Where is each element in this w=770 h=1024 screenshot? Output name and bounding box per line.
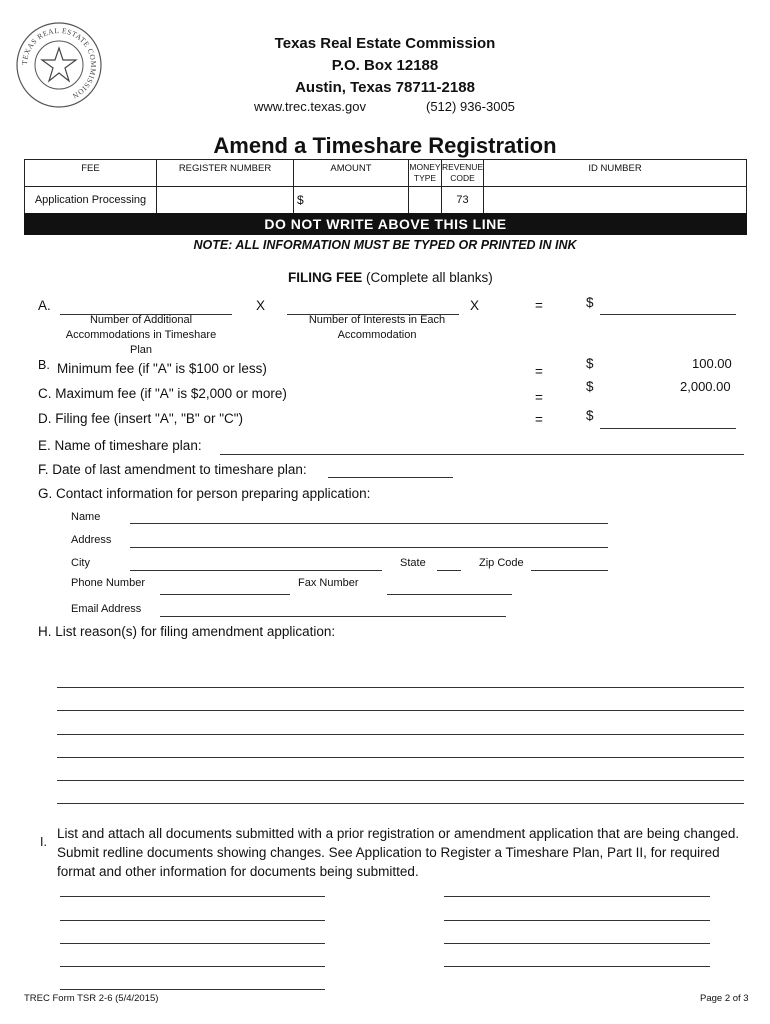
form-number-footer: TREC Form TSR 2-6 (5/4/2015) bbox=[24, 993, 159, 1004]
reason-line-5[interactable] bbox=[57, 780, 744, 781]
contact-email-field[interactable] bbox=[160, 616, 506, 617]
contact-email-label: Email Address bbox=[71, 603, 142, 615]
row-c-dollar: $ bbox=[586, 379, 594, 394]
form-title: Amend a Timeshare Registration bbox=[213, 133, 557, 158]
amendment-reasons-label: H. List reason(s) for filing amendment application: bbox=[38, 624, 336, 639]
reason-line-4[interactable] bbox=[57, 757, 744, 758]
minimum-fee-label: Minimum fee (if "A" is $100 or less) bbox=[57, 361, 267, 376]
amount-header: AMOUNT bbox=[294, 160, 409, 187]
contact-fax-label: Fax Number bbox=[298, 577, 359, 589]
contact-phone-label: Phone Number bbox=[71, 577, 145, 589]
contact-info-label: G. Contact information for person preparing application: bbox=[38, 486, 371, 501]
contact-name-label: Name bbox=[71, 511, 101, 523]
timeshare-plan-name-label: E. Name of timeshare plan: bbox=[38, 438, 202, 453]
document-line-left-4[interactable] bbox=[60, 966, 325, 967]
row-b-dollar: $ bbox=[586, 356, 594, 371]
fee-name-cell: Application Processing bbox=[25, 187, 157, 214]
revenue-code-cell: 73 bbox=[442, 187, 484, 214]
contact-zip-label: Zip Code bbox=[479, 557, 524, 569]
org-name: Texas Real Estate Commission bbox=[274, 35, 496, 52]
timeshare-plan-name-field[interactable] bbox=[220, 454, 744, 455]
row-a-letter: A. bbox=[38, 298, 51, 313]
row-c-equals: = bbox=[535, 390, 543, 405]
contact-city-label: City bbox=[71, 557, 90, 569]
contact-name-field[interactable] bbox=[130, 523, 608, 524]
fee-header: FEE bbox=[25, 160, 157, 187]
filing-fee-heading: FILING FEE (Complete all blanks) bbox=[288, 270, 493, 285]
document-line-left-2[interactable] bbox=[60, 920, 325, 921]
filing-fee-total-field[interactable] bbox=[600, 428, 736, 429]
document-line-left-1[interactable] bbox=[60, 896, 325, 897]
contact-address-label: Address bbox=[71, 534, 112, 546]
attach-documents-instructions: List and attach all documents submitted with a prior registration or amendment application that are being changed. Submit redline documents showing changes. See Application to Register a Timeshare Plan, Part II, for required format and other information for documents being submitted. bbox=[57, 826, 740, 879]
reason-line-1[interactable] bbox=[57, 687, 744, 688]
maximum-fee-value: 2,000.00 bbox=[680, 379, 731, 394]
website: www.trec.texas.gov bbox=[254, 99, 366, 114]
last-amendment-date-field[interactable] bbox=[328, 477, 453, 478]
last-amendment-date-label: F. Date of last amendment to timeshare plan: bbox=[38, 462, 307, 477]
reason-line-6[interactable] bbox=[57, 803, 744, 804]
document-line-right-2[interactable] bbox=[444, 920, 710, 921]
row-i-letter: I. bbox=[40, 835, 47, 849]
document-line-left-3[interactable] bbox=[60, 943, 325, 944]
row-d-dollar: $ bbox=[586, 408, 594, 423]
money-type-header: MONEY TYPE bbox=[409, 160, 442, 187]
contact-city-field[interactable] bbox=[130, 570, 382, 571]
ink-note: NOTE: ALL INFORMATION MUST BE TYPED OR PRINTED IN INK bbox=[193, 238, 577, 252]
contact-address-field[interactable] bbox=[130, 547, 608, 548]
document-line-right-3[interactable] bbox=[444, 943, 710, 944]
row-b-letter: B. bbox=[38, 358, 50, 372]
row-b-equals: = bbox=[535, 364, 543, 379]
interests-per-accommodation-caption: Number of Interests in Each Accommodation bbox=[308, 314, 446, 341]
multiply-sign-2: X bbox=[470, 298, 480, 313]
phone-number: (512) 936-3005 bbox=[426, 99, 515, 114]
row-a-total-field[interactable] bbox=[600, 314, 736, 315]
row-a-dollar: $ bbox=[586, 295, 594, 310]
money-type-cell[interactable] bbox=[409, 187, 442, 214]
org-city: Austin, Texas 78711-2188 bbox=[295, 79, 475, 96]
id-number-header: ID NUMBER bbox=[484, 160, 747, 187]
row-d-equals: = bbox=[535, 412, 543, 427]
filing-fee-label: D. Filing fee (insert "A", "B" or "C") bbox=[38, 411, 244, 426]
register-number-cell[interactable] bbox=[157, 187, 294, 214]
id-number-cell[interactable] bbox=[484, 187, 747, 214]
contact-state-field[interactable] bbox=[437, 570, 461, 571]
document-line-left-5[interactable] bbox=[60, 989, 325, 990]
contact-phone-field[interactable] bbox=[160, 594, 290, 595]
amount-cell[interactable]: $ bbox=[294, 187, 409, 214]
minimum-fee-value: 100.00 bbox=[692, 356, 732, 371]
reason-line-3[interactable] bbox=[57, 734, 744, 735]
document-line-right-4[interactable] bbox=[444, 966, 710, 967]
page-number-footer: Page 2 of 3 bbox=[700, 993, 749, 1004]
revenue-code-header: REVENUE CODE bbox=[442, 160, 484, 187]
seal-text: TEXAS REAL ESTATE COMMISSION bbox=[19, 25, 99, 101]
multiply-sign-1: X bbox=[256, 298, 266, 313]
po-box: P.O. Box 12188 bbox=[331, 57, 439, 74]
contact-zip-field[interactable] bbox=[531, 570, 608, 571]
row-a-equals: = bbox=[535, 298, 543, 313]
contact-fax-field[interactable] bbox=[387, 594, 512, 595]
register-number-header: REGISTER NUMBER bbox=[157, 160, 294, 187]
do-not-write-banner: DO NOT WRITE ABOVE THIS LINE bbox=[24, 213, 747, 235]
additional-accommodations-caption: Number of Additional Accommodations in Timeshare Plan bbox=[65, 314, 217, 356]
maximum-fee-label: C. Maximum fee (if "A" is $2,000 or more) bbox=[38, 386, 287, 401]
reason-line-2[interactable] bbox=[57, 710, 744, 711]
fee-table bbox=[24, 159, 747, 214]
contact-state-label: State bbox=[400, 557, 426, 569]
document-line-right-1[interactable] bbox=[444, 896, 710, 897]
